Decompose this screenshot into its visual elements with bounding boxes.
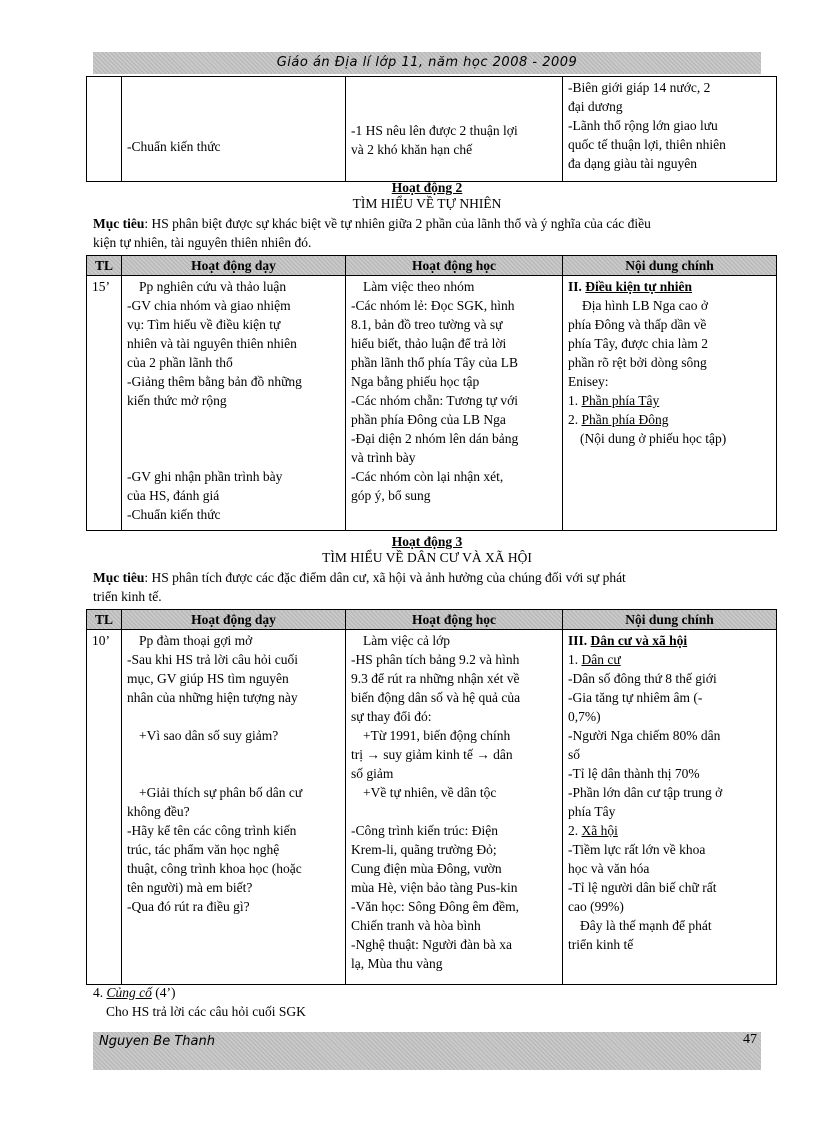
learn-cell: Làm việc cả lớp -HS phân tích bảng 9.2 và hình 9.3 để rút ra những nhận xét về biến động dân số và hệ quả của sự thay đổi đó: +Từ 1991, biến động chính trị → suy giảm kinh tế → dân số giảm +Về tự nhiên, về dân tộc -Công trình kiến trúc: Điện Krem-li, quãng trường Đỏ; Cung điện mùa Đông, vườn mùa Hè, viện bảo tàng Pus-kin -Văn học: Sông Đông êm đềm, Chiến tranh và hòa bình -Nghệ thuật: Người đàn bà xa lạ, Mùa thu vàng — [346, 630, 563, 985]
content-cell: -Biên giới giáp 14 nước, 2 đại dương -Lãnh thổ rộng lớn giao lưu quốc tế thuận lợi, thiên nhiên đa dạng giàu tài nguyên — [563, 77, 777, 182]
activity2-goal: Mục tiêu: HS phân biệt được sự khác biệt về tự nhiên giữa 2 phần của lãnh thổ và ý nghĩa của các điều kiện tự nhiên, tài nguyên thiên nhiên đó. — [93, 216, 651, 250]
list-item: 2. Phần phía Đông — [568, 412, 669, 427]
activity2-title: TÌM HIỂU VỀ TỰ NHIÊN — [352, 196, 502, 211]
activity3-title: TÌM HIỂU VỀ DÂN CƯ VÀ XÃ HỘI — [322, 550, 532, 565]
page-header — [93, 52, 761, 74]
content-cell: III. Dân cư và xã hội 1. Dân cư -Dân số đông thứ 8 thế giới -Gia tăng tự nhiêm âm (- 0,7%) -Người Nga chiếm 80% dân số -Tỉ lệ dân thành thị 70% -Phần lớn dân cư tập trung ở phía Tây 2. Xã hội -Tiềm lực rất lớn về khoa học và văn hóa -Tỉ lệ người dân biế chữ rất cao (99%) Đây là thế mạnh để phát triển kinh tế — [563, 630, 777, 985]
teach-cell: Pp đàm thoại gợi mở -Sau khi HS trả lời câu hỏi cuối mục, GV giúp HS tìm nguyên nhân của những hiện tượng này +Vì sao dân số suy giảm? +Giải thích sự phân bố dân cư không đều? -Hãy kể tên các công trình kiến trúc, tác phẩm văn học nghệ thuật, công trình khoa học (hoặc tên người) mà em biết? -Qua đó rút ra điều gì? — [122, 630, 346, 985]
section-title: II. Điều kiện tự nhiên — [568, 279, 693, 294]
page-footer — [93, 1032, 761, 1070]
consolidation-heading: 4. Củng cố (4’) — [93, 985, 176, 1000]
col-header-teach: Hoạt động dạy — [122, 256, 346, 276]
col-header-learn: Hoạt động học — [346, 610, 563, 630]
top-table — [86, 76, 777, 182]
learn-cell: -1 HS nêu lên được 2 thuận lợi và 2 khó khăn hạn chế — [346, 77, 563, 182]
subsection-title: 2. Xã hội — [568, 823, 618, 838]
time-cell: 10’ — [87, 630, 122, 985]
col-header-tl: TL — [87, 256, 122, 276]
header-text: Giáo án Địa lí lớp 11, năm học 2008 - 2009 — [276, 55, 578, 70]
subsection-title: 1. Dân cư — [568, 652, 621, 667]
col-header-learn: Hoạt động học — [346, 256, 563, 276]
learn-cell: Làm việc theo nhóm -Các nhóm lẻ: Đọc SGK, hình 8.1, bản đồ treo tường và sự hiểu biết, thảo luận để trả lời phần lãnh thổ phía Tây của LB Nga bằng phiếu học tập -Các nhóm chẵn: Tương tự với phần phía Đông của LB Nga -Đại diện 2 nhóm lên dán bảng và trình bày -Các nhóm còn lại nhận xét, góp ý, bổ sung — [346, 276, 563, 531]
col-header-teach: Hoạt động dạy — [122, 610, 346, 630]
col-header-content: Nội dung chính — [563, 256, 777, 276]
time-cell: 15’ — [87, 276, 122, 531]
col-header-content: Nội dung chính — [563, 610, 777, 630]
consolidation-text: Cho HS trả lời các câu hỏi cuối SGK — [106, 1004, 306, 1019]
table-row — [87, 276, 777, 531]
footer-author: Nguyen Be Thanh — [99, 1034, 215, 1049]
list-item: 1. Phần phía Tây — [568, 393, 660, 408]
page-number: 47 — [743, 1032, 757, 1047]
activity2-heading: Hoạt động 2 — [391, 180, 463, 195]
section-title: III. Dân cư và xã hội — [568, 633, 688, 648]
table-header-row — [87, 610, 777, 630]
table-header-row — [87, 256, 777, 276]
col-header-tl: TL — [87, 610, 122, 630]
content-cell: II. Điều kiện tự nhiên Địa hình LB Nga cao ở phía Đông và thấp dần về phía Tây, được chia làm 2 phần rõ rệt bởi dòng sông Enisey: 1. Phần phía Tây 2. Phần phía Đông (Nội dung ở phiếu học tập) — [563, 276, 777, 531]
activity3-table — [86, 609, 777, 985]
table-row — [87, 630, 777, 985]
time-cell — [87, 77, 122, 182]
activity2-table — [86, 255, 777, 531]
table-row — [87, 77, 777, 182]
activity3-goal: Mục tiêu: HS phân tích được các đặc điểm dân cư, xã hội và ảnh hưởng của chúng đối với sự phát triển kinh tế. — [93, 570, 626, 604]
activity3-heading: Hoạt động 3 — [391, 534, 463, 549]
teach-cell: Pp nghiên cứu và thảo luận -GV chia nhóm và giao nhiệm vụ: Tìm hiểu về điều kiện tự nhiên và tài nguyên thiên nhiên của 2 phần lãnh thổ -Giảng thêm bằng bản đồ những kiến thức mở rộng -GV ghi nhận phần trình bày của HS, đánh giá -Chuẩn kiến thức — [122, 276, 346, 531]
teach-cell: -Chuẩn kiến thức — [122, 77, 346, 182]
